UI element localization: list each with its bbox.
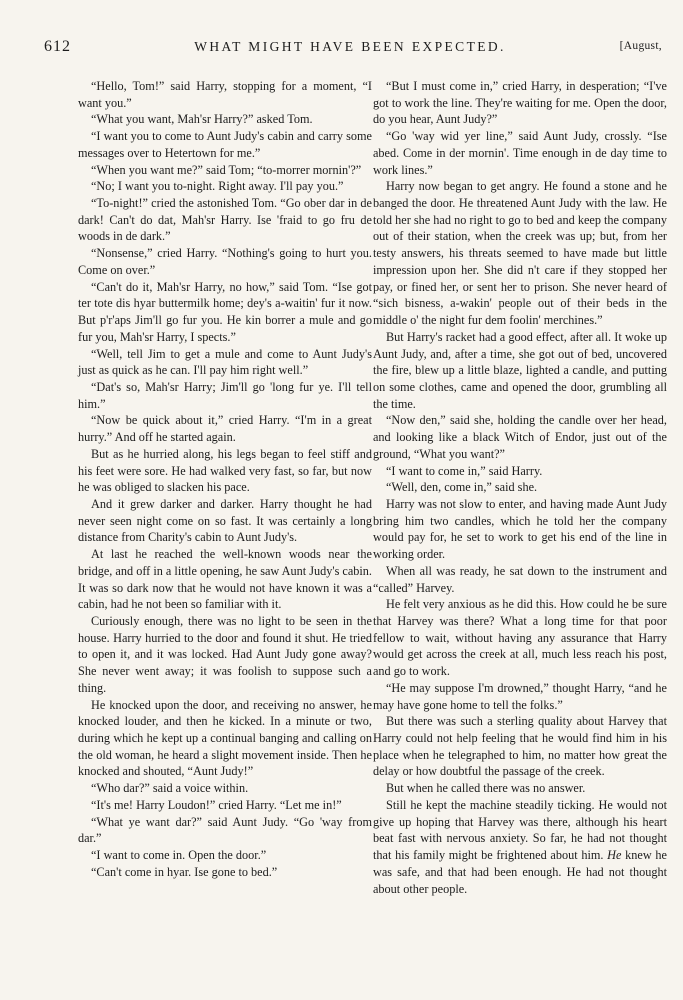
- running-title: WHAT MIGHT HAVE BEEN EXPECTED.: [194, 39, 506, 54]
- paragraph: But there was such a sterling quality about Harvey that Harry could not help feeling that he would find him in his place when he telegraphed to him, no matter how great the delay or how doubtful the passage of the creek.: [373, 714, 667, 779]
- paragraph: “Can't come in hyar. Ise gone to bed.”: [91, 864, 278, 879]
- paragraph: He knocked upon the door, and receiving no answer, he knocked louder, and then he kicked. In a minute or two, during which he kept up a continual banging and calling on the old woman, he heard a slight movement inside. Then he knocked and shouted, “Aunt Judy!”: [78, 697, 372, 779]
- paragraph: “It's me! Harry Loudon!” cried Harry. “Let me in!”: [91, 797, 342, 812]
- paragraph: Harry was not slow to enter, and having made Aunt Judy bring him two candles, which he told her the company would pay for, he set to work to get his end of the line in working order.: [373, 496, 667, 562]
- page-number: 612: [44, 38, 71, 55]
- paragraph: “But I must come in,” cried Harry, in desperation; “I've got to work the line. They're waiting for me. Open the door, do you hear, Aunt Judy?”: [373, 79, 667, 127]
- emphasis: He: [607, 848, 622, 863]
- issue-month: [August,: [619, 40, 662, 52]
- paragraph: “Can't do it, Mah'sr Harry, no how,” said Tom. “Ise got ter tote dis hyar buttermilk home; dey's a-waitin' fur it now. But p'r'aps Jim'll go fur you. He kin borrer a mule and go fur you, Mah'sr Harry, I spects.”: [78, 279, 372, 344]
- left-column: [78, 78, 372, 881]
- paragraph: “Well, tell Jim to get a mule and come to Aunt Judy's just as quick as he can. I'll pay him right well.”: [78, 346, 372, 378]
- paragraph: “I want to come in. Open the door.”: [91, 848, 267, 863]
- paragraph: “Hello, Tom!” said Harry, stopping for a moment, “I want you.”: [78, 79, 372, 110]
- paragraph: “Well, den, come in,” said she.: [386, 480, 538, 495]
- paragraph: “What ye want dar?” said Aunt Judy. “Go 'way from dar.”: [78, 814, 372, 846]
- paragraph: At last he reached the well-known woods near the bridge, and off in a little opening, he saw Aunt Judy's cabin. It was so dark now that he would not have known it was a cabin, had he not been so familiar with it.: [78, 547, 372, 612]
- paragraph: Harry now began to get angry. He found a stone and he banged the door. He threatened Aunt Judy with the law. He told her she had no right to go to bed and keep the company out of their station, when the creek was up; but, from her testy answers, his threats seemed to have made but little impression upon her. She did n't care if they stopped her pay, or fined her, or sent her to prison. She never heard of “sich bisness, a-wakin' people out of their beds in the middle o' the night fur dem foolin' merchines.”: [373, 179, 667, 328]
- paragraph: “When you want me?” said Tom; “to-morrer mornin'?”: [91, 162, 362, 177]
- paragraph: “I want to come in,” said Harry.: [386, 463, 543, 478]
- paragraph: But as he hurried along, his legs began to feel stiff and his feet were sore. He had walked very fast, so far, but now he was obliged to slacken his pace.: [78, 446, 372, 495]
- paragraph: “What you want, Mah'sr Harry?” asked Tom.: [91, 112, 313, 127]
- paragraph: “He may suppose I'm drowned,” thought Harry, “and he may have gone home to tell the folks.”: [373, 680, 667, 712]
- paragraph-tail: knew he was safe, and that had been enough. He had not thought about other people.: [373, 848, 667, 896]
- paragraph: And it grew darker and darker. Harry thought he had never seen night come on so fast. It was certainly a long distance from Charity's cabin to Aunt Judy's.: [78, 496, 372, 545]
- paragraph-text: Still he kept the machine steadily ticking. He would not give up hoping that Harvey was there, although his heart beat fast with nervous anxiety. So far, he had not thought that his family might be frightened about him.: [373, 797, 667, 863]
- paragraph-final: [373, 797, 667, 897]
- paragraph: “Now be quick about it,” cried Harry. “I'm in a great hurry.” And off he started again.: [78, 413, 372, 445]
- paragraph: But when he called there was no answer.: [386, 781, 586, 796]
- paragraph: When all was ready, he sat down to the instrument and “called” Harvey.: [373, 563, 667, 595]
- paragraph: “Who dar?” said a voice within.: [91, 781, 249, 796]
- paragraph: “Nonsense,” cried Harry. “Nothing's going to hurt you. Come on over.”: [78, 246, 372, 277]
- paragraph: “I want you to come to Aunt Judy's cabin and carry some messages over to Hetertown for me.”: [78, 129, 372, 160]
- paragraph: “Dat's so, Mah'sr Harry; Jim'll go 'long fur ye. I'll tell him.”: [78, 379, 372, 411]
- paragraph: “To-night!” cried the astonished Tom. “Go ober dar in de dark! Can't do dat, Mah'sr Harry. Ise 'fraid to go fru de woods in de dark.”: [78, 196, 372, 244]
- paragraph: But Harry's racket had a good effect, after all. It woke up Aunt Judy, and, after a time, she got out of bed, uncovered the fire, blew up a little blaze, lighted a candle, and putting on some clothes, came and opened the door, grumbling all the time.: [373, 329, 667, 411]
- paragraph: “No; I want you to-night. Right away. I'll pay you.”: [91, 179, 344, 194]
- paragraph: “Go 'way wid yer line,” said Aunt Judy, crossly. “Ise abed. Come in der mornin'. Time enough in de day time to work lines.”: [373, 129, 667, 177]
- running-header: [44, 38, 662, 60]
- paragraph: “Now den,” said she, holding the candle over her head, and looking like a black Witch of Endor, just out of the ground, “What you want?”: [373, 413, 667, 461]
- right-column: [373, 78, 667, 897]
- paragraph: He felt very anxious as he did this. How could he be sure that Harvey was there? What a long time for that poor fellow to wait, without having any assurance that Harry would get across the creek at all, much less reach his post, and go to work.: [373, 597, 667, 679]
- paragraph: Curiously enough, there was no light to be seen in the house. Harry hurried to the door and found it shut. He tried to open it, and it was locked. Had Aunt Judy gone away? She never went away; it was foolish to suppose such a thing.: [78, 614, 372, 695]
